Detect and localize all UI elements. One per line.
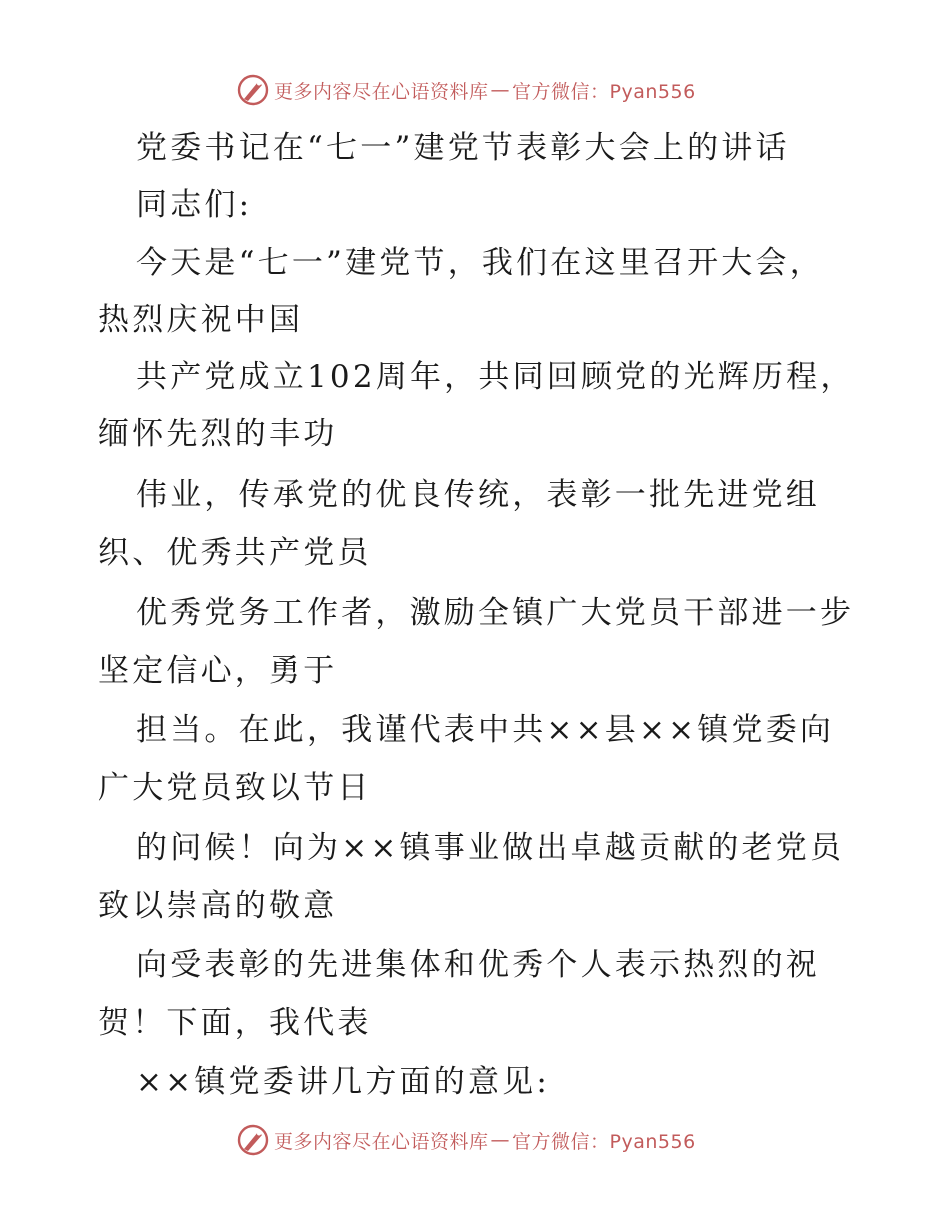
- paragraph-line: 广大党员致以节日: [98, 770, 372, 806]
- paragraph-line: 今天是“七一”建党节，我们在这里召开大会，: [136, 245, 824, 281]
- salutation: 同志们:: [136, 187, 253, 223]
- paragraph-line: 的问候！向为××镇事业做出卓越贡献的老党员: [136, 830, 845, 866]
- header-watermark: [236, 72, 716, 108]
- pen-circle-logo-icon: [236, 73, 270, 107]
- watermark-separator: —: [490, 1129, 511, 1151]
- watermark-separator: —: [490, 79, 511, 101]
- paragraph-line: 坚定信心，勇于: [98, 653, 338, 689]
- document-title: 党委书记在“七一”建党节表彰大会上的讲话: [136, 130, 790, 166]
- footer-watermark: [236, 1122, 716, 1158]
- paragraph-line: 织、优秀共产党员: [98, 535, 372, 571]
- paragraph-line: 致以崇高的敬意: [98, 888, 338, 924]
- watermark-text: 更多内容尽在心语资料库: [274, 1130, 489, 1153]
- paragraph-line: 伟业，传承党的优良传统，表彰一批先进党组: [136, 477, 820, 513]
- paragraph-line: 优秀党务工作者，激励全镇广大党员干部进一步: [136, 595, 855, 631]
- paragraph-line: 贺！下面，我代表: [98, 1005, 372, 1041]
- paragraph-line: ××镇党委讲几方面的意见:: [136, 1064, 550, 1100]
- watermark-wechat: 官方微信：Pyan556: [512, 80, 696, 103]
- watermark-wechat: 官方微信：Pyan556: [512, 1130, 696, 1153]
- pen-circle-logo-icon: [236, 1123, 270, 1157]
- paragraph-line: 向受表彰的先进集体和优秀个人表示热烈的祝: [136, 947, 820, 983]
- paragraph-line: 共产党成立102周年，共同回顾党的光辉历程，: [136, 359, 855, 395]
- paragraph-line: 担当。在此，我谨代表中共××县××镇党委向: [136, 712, 835, 748]
- paragraph-line: 热烈庆祝中国: [98, 302, 304, 338]
- paragraph-line: 缅怀先烈的丰功: [98, 416, 338, 452]
- watermark-text: 更多内容尽在心语资料库: [274, 80, 489, 103]
